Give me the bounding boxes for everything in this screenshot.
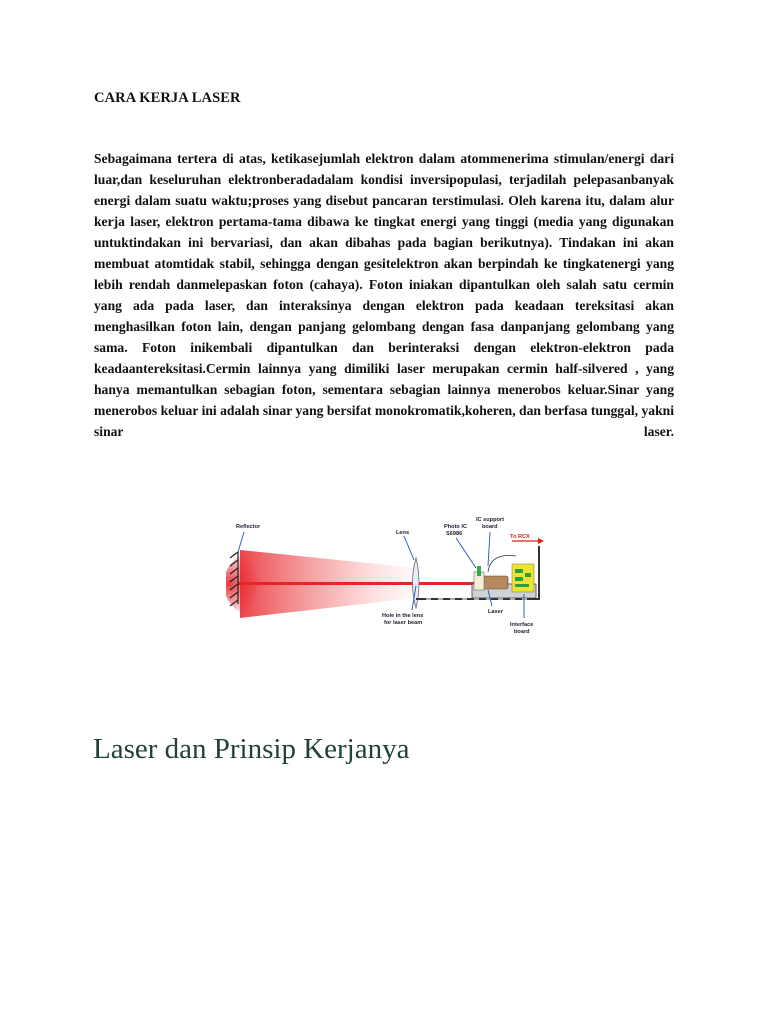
photo-ic-label: Photo IC [444,524,467,530]
reflector-label: Reflector [236,524,261,530]
body-paragraph: Sebagaimana tertera di atas, ketikasejumlah elektron dalam atommenerima stimulan/energi dari luar,dan keseluruhan elektronberadadalam kondisi inversipopulasi, terjadilah pelepasanbanyak energi dalam suatu waktu;proses yang disebut pancaran terstimulasi. Oleh karena itu, dalam alur kerja laser, elektron pertama-tama dibawa ke tingkat energi yang tinggi (media yang digunakan untuktindakan ini bervariasi, dan akan dibahas pada bagian berikutnya). Tindakan ini akan membuat atomtidak stabil, sehingga dengan gesitelektron akan berpindah ke tingkatenergi yang lebih rendah danmelepaskan foton (cahaya). Foton iniakan dipantulkan oleh salah satu cermin yang ada pada laser, dan interaksinya dengan elektron pada keadaan tereksitasi akan menghasilkan foton lain, dengan panjang gelombang dengan fasa danpanjang gelombang yang sama. Foton inikembali dipantulkan dan berinteraksi dengan elektron-elektron pada keadaantereksitasi.Cermin lainnya yang dimiliki laser merupakan cermin half-silvered , yang hanya memantulkan sebagian foton, sementara sebagian lainnya menerobos keluar.Sinar yang menerobos keluar ini adalah sinar yang bersifat monokromatik,koheren, dan berfasa tunggal, yakni sinar laser. [94,151,674,439]
sensor-housing [416,546,540,600]
interface-board-label: board [514,629,530,635]
ic-support-board-label: board [482,524,498,530]
section-heading: Laser dan Prinsip Kerjanya [93,733,410,765]
ic-support-label: IC support [476,517,504,523]
photo-ic-part-label: S6986 [446,531,463,537]
laser-beam-line [238,582,476,585]
laser-diagram-figure [226,514,546,644]
laser-label: Laser [488,609,503,615]
laser-diagram [226,514,546,644]
interface-label: Interface [510,622,534,628]
hole-lens-label: Hole in the lens [382,613,424,619]
hole-beam-label: for laser beam [384,620,423,626]
to-rcx-label: To RCX [510,534,530,540]
document-title: CARA KERJA LASER [94,90,241,106]
lens-label: Lens [396,530,410,536]
